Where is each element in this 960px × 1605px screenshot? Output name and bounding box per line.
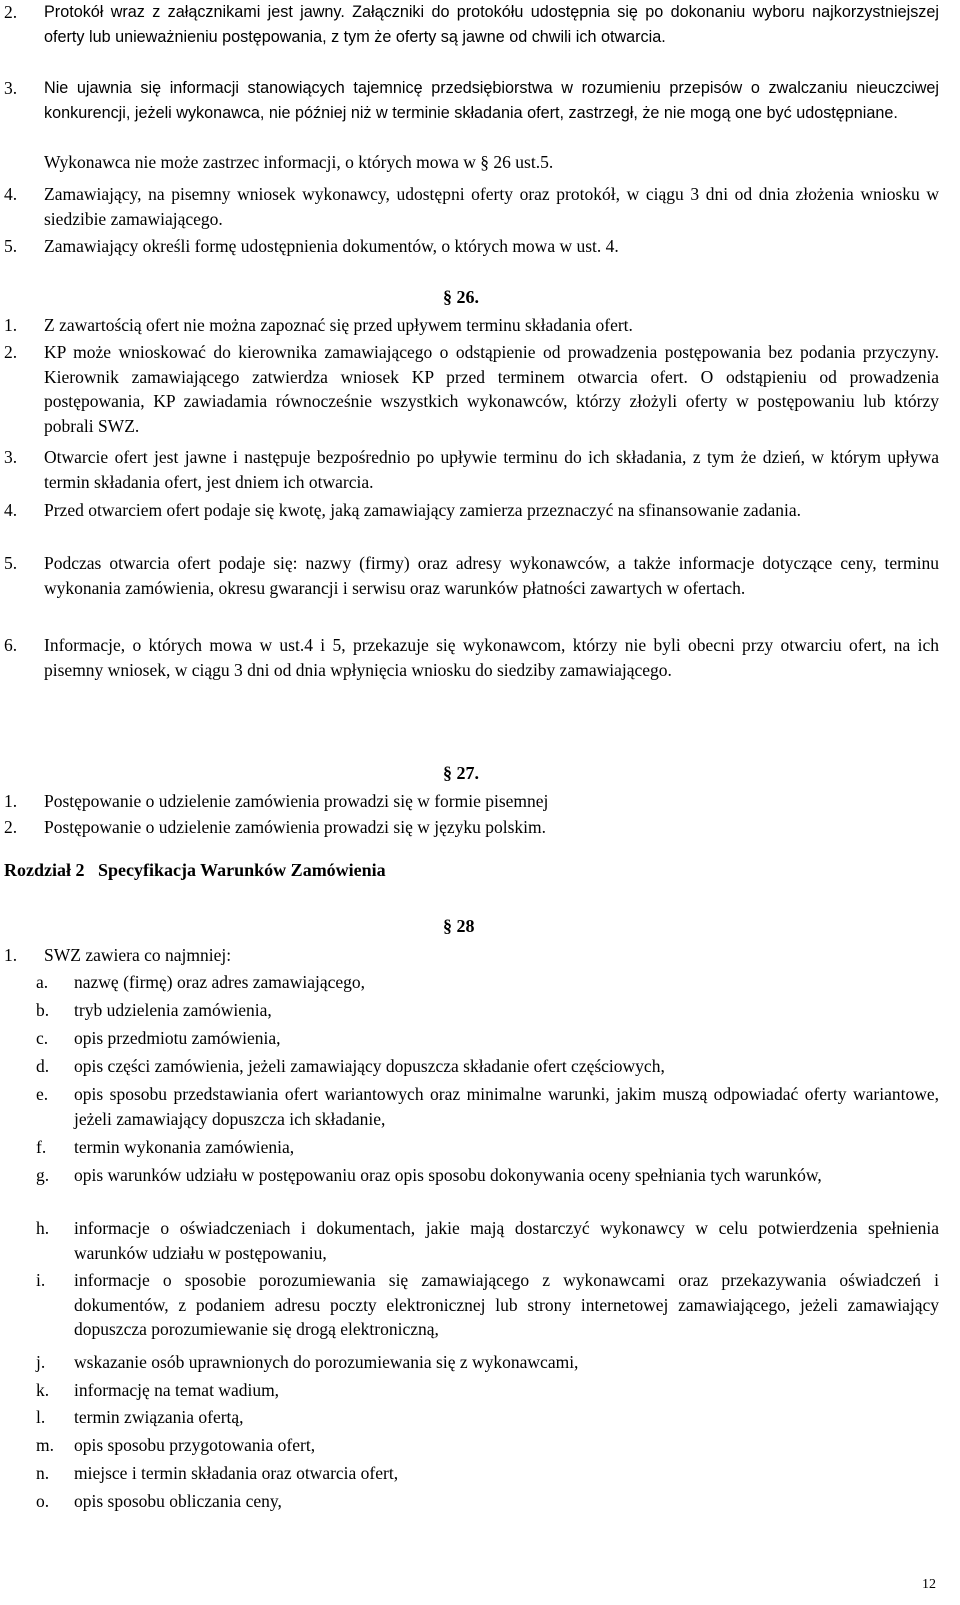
section-27-heading: § 27.: [443, 763, 479, 783]
page-number: 12: [922, 1577, 936, 1592]
section-26-item-6: [4, 633, 939, 682]
subitem-letter: i.: [36, 1270, 46, 1290]
subitem-a: [36, 970, 939, 995]
subitem-letter: a.: [36, 972, 49, 992]
item-number: 6.: [4, 635, 18, 655]
section-27-item-2: [4, 815, 939, 840]
item-text: KP może wnioskować do kierownika zamawiającego o odstąpienie od prowadzenia postępowania bez podania przyczyny. Kierownik zamawiającego zatwierdza wniosek KP przed terminem otwarcia ofert. O odstąpieniu od prowadzenia postępowania, KP zawiadamia równocześnie wszystkich wykonawców, którzy złożyli oferty w postępowaniu lub którzy pobrali SWZ.: [44, 342, 939, 436]
paragraph-text: Zamawiający określi formę udostępnienia dokumentów, o których mowa w ust. 4.: [44, 236, 619, 256]
item-text: Postępowanie o udzielenie zamówienia prowadzi się w formie pisemnej: [44, 791, 549, 811]
subitem-i: [36, 1268, 939, 1342]
subitem-letter: l.: [36, 1407, 46, 1427]
subitem-d: [36, 1054, 939, 1079]
paragraph-2: [4, 0, 939, 49]
paragraph-text: Zamawiający, na pisemny wniosek wykonawcy, udostępni oferty oraz protokół, w ciągu 3 dni od dnia złożenia wniosku w siedzibie zamawiającego.: [44, 184, 939, 229]
item-number: 1.: [4, 791, 18, 811]
subitem-text: nazwę (firmę) oraz adres zamawiającego,: [74, 972, 365, 992]
paragraph-number: 4.: [4, 184, 18, 204]
section-26-item-5: [4, 551, 939, 600]
chapter-heading: Rozdział 2 Specyfikacja Warunków Zamówienia: [4, 860, 386, 880]
section-27-item-1: [4, 789, 939, 814]
subitem-letter: d.: [36, 1056, 50, 1076]
subitem-l: [36, 1405, 939, 1430]
item-text: Otwarcie ofert jest jawne i następuje bezpośrednio po upływie terminu do ich składania, z tym że dzień, w którym upływa termin składania ofert, jest dniem ich otwarcia.: [44, 447, 939, 492]
subitem-e: [36, 1082, 939, 1131]
section-26-item-4: [4, 498, 939, 523]
paragraph-number: 2.: [4, 2, 18, 22]
subitem-letter: h.: [36, 1218, 50, 1238]
subitem-letter: o.: [36, 1491, 50, 1511]
subitem-letter: n.: [36, 1463, 50, 1483]
subitem-b: [36, 998, 939, 1023]
item-text: Podczas otwarcia ofert podaje się: nazwy (firmy) oraz adresy wykonawców, a także informacje dotyczące ceny, terminu wykonania zamówienia, okresu gwarancji i serwisu oraz warunków płatności zawartych w ofertach.: [44, 553, 939, 598]
section-28-item-1: [4, 943, 939, 968]
subitem-text: wskazanie osób uprawnionych do porozumiewania się z wykonawcami,: [74, 1352, 579, 1372]
subitem-text: tryb udzielenia zamówienia,: [74, 1000, 272, 1020]
subitem-letter: k.: [36, 1380, 50, 1400]
paragraph-number: 3.: [4, 78, 18, 98]
paragraph-text: Protokół wraz z załącznikami jest jawny. Załączniki do protokółu udostępnia się po dokonaniu wyboru najkorzystniejszej oferty lub unieważnieniu postępowania, z tym że oferty są jawne od chwili ich otwarcia.: [44, 3, 939, 46]
paragraph-5: [4, 234, 939, 259]
subitem-o: [36, 1489, 939, 1514]
subitem-letter: j.: [36, 1352, 46, 1372]
paragraph-3-note: Wykonawca nie może zastrzec informacji, o których mowa w § 26 ust.5.: [44, 152, 554, 172]
subitem-text: informacje o oświadczeniach i dokumentach, jakie mają dostarczyć wykonawcy w celu potwierdzenia spełnienia warunków udziału w postępowaniu,: [74, 1218, 939, 1263]
subitem-text: opis warunków udziału w postępowaniu oraz opis sposobu dokonywania oceny spełniania tych warunków,: [74, 1165, 822, 1185]
subitem-text: opis sposobu przedstawiania ofert wariantowych oraz minimalne warunki, jakim muszą odpowiadać oferty wariantowe, jeżeli zamawiający dopuszcza ich składanie,: [74, 1084, 939, 1129]
section-26-item-1: [4, 313, 939, 338]
subitem-m: [36, 1433, 939, 1458]
item-number: 5.: [4, 553, 18, 573]
item-text: Informacje, o których mowa w ust.4 i 5, przekazuje się wykonawcom, którzy nie byli obecni przy otwarciu ofert, na ich pisemny wniosek, w ciągu 3 dni od dnia wpłynięcia wniosku do siedziby zamawiającego.: [44, 635, 939, 680]
subitem-text: opis przedmiotu zamówienia,: [74, 1028, 281, 1048]
section-26-item-3: [4, 445, 939, 494]
paragraph-number: 5.: [4, 236, 18, 256]
subitem-letter: b.: [36, 1000, 50, 1020]
item-text: Z zawartością ofert nie można zapoznać się przed upływem terminu składania ofert.: [44, 315, 633, 335]
item-text: Przed otwarciem ofert podaje się kwotę, jaką zamawiający zamierza przeznaczyć na sfinansowanie zadania.: [44, 500, 801, 520]
section-26-item-2: [4, 340, 939, 438]
section-28-heading: § 28: [443, 916, 475, 936]
subitem-text: termin związania ofertą,: [74, 1407, 244, 1427]
subitem-j: [36, 1350, 939, 1375]
subitem-text: termin wykonania zamówienia,: [74, 1137, 295, 1157]
section-26-heading: § 26.: [443, 287, 479, 307]
subitem-letter: e.: [36, 1084, 49, 1104]
subitem-letter: g.: [36, 1165, 50, 1185]
subitem-c: [36, 1026, 939, 1051]
item-number: 1.: [4, 945, 18, 965]
paragraph-4: [4, 182, 939, 231]
item-number: 1.: [4, 315, 18, 335]
item-text: SWZ zawiera co najmniej:: [44, 945, 232, 965]
paragraph-text: Nie ujawnia się informacji stanowiących tajemnicę przedsiębiorstwa w rozumieniu przepisów o zwalczaniu nieuczciwej konkurencji, jeżeli wykonawca, nie później niż w terminie składania ofert, zastrzegł, że nie mogą one być udostępniane.: [44, 79, 939, 122]
subitem-g: [36, 1163, 939, 1188]
subitem-h: [36, 1216, 939, 1265]
subitem-text: informacje o sposobie porozumiewania się zamawiającego z wykonawcami oraz przekazywania oświadczeń i dokumentów, z podaniem adresu poczty elektronicznej lub strony internetowej zamawiającego, jeżeli zamawiający dopuszcza porozumiewanie się drogą elektroniczną,: [74, 1270, 939, 1339]
subitem-f: [36, 1135, 939, 1160]
subitem-text: opis sposobu przygotowania ofert,: [74, 1435, 316, 1455]
subitem-text: opis części zamówienia, jeżeli zamawiający dopuszcza składanie ofert częściowych,: [74, 1056, 665, 1076]
subitem-letter: m.: [36, 1435, 54, 1455]
subitem-text: informację na temat wadium,: [74, 1380, 280, 1400]
item-number: 2.: [4, 817, 18, 837]
paragraph-3: [4, 76, 939, 125]
subitem-text: miejsce i termin składania oraz otwarcia ofert,: [74, 1463, 399, 1483]
subitem-k: [36, 1378, 939, 1403]
subitem-text: opis sposobu obliczania ceny,: [74, 1491, 282, 1511]
subitem-letter: f.: [36, 1137, 47, 1157]
item-text: Postępowanie o udzielenie zamówienia prowadzi się w języku polskim.: [44, 817, 547, 837]
subitem-n: [36, 1461, 939, 1486]
item-number: 3.: [4, 447, 18, 467]
item-number: 2.: [4, 342, 18, 362]
subitem-letter: c.: [36, 1028, 49, 1048]
item-number: 4.: [4, 500, 18, 520]
